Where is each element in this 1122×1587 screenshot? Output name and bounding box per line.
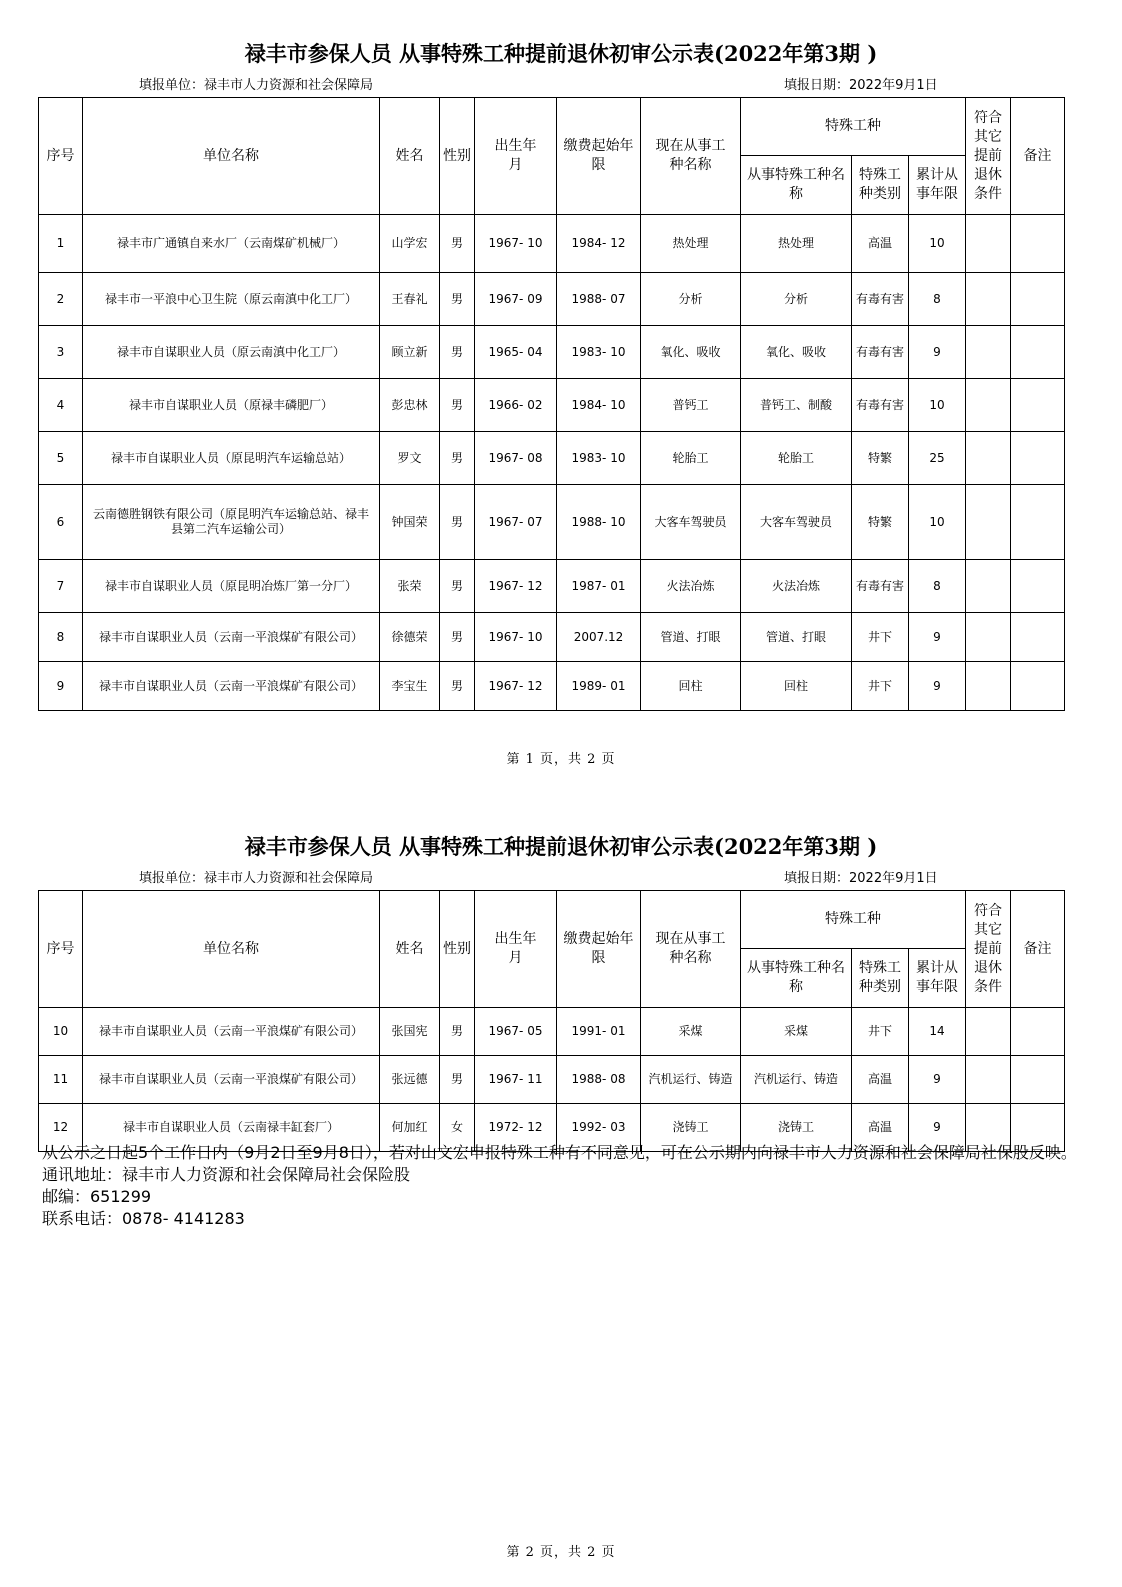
notice-block: [42, 1142, 1082, 1230]
cell-special-name: 大客车驾驶员: [741, 485, 852, 560]
header-other-conditions: 符合其它提前退休条件: [966, 891, 1011, 1008]
reporting-unit: 填报单位：禄丰市人力资源和社会保障局: [139, 78, 374, 93]
header-special-type: 特殊工种类别: [852, 156, 909, 215]
cell-birth: 1967- 12: [475, 560, 557, 613]
cell-years: 9: [909, 662, 966, 711]
cell-remark: [1011, 432, 1065, 485]
cell-seq: 12: [39, 1104, 83, 1152]
cell-unit-name: 禄丰市广通镇自来水厂（云南煤矿机械厂）: [83, 215, 380, 273]
header-birth: 出生年月: [475, 98, 557, 215]
cell-gender: 男: [440, 613, 475, 662]
cell-seq: 2: [39, 273, 83, 326]
cell-birth: 1967- 08: [475, 432, 557, 485]
header-special-name: 从事特殊工种名称: [741, 949, 852, 1008]
cell-name: 彭忠林: [380, 379, 440, 432]
cell-gender: 男: [440, 1056, 475, 1104]
cell-birth: 1967- 07: [475, 485, 557, 560]
header-years: 累计从事年限: [909, 949, 966, 1008]
cell-seq: 6: [39, 485, 83, 560]
cell-years: 10: [909, 379, 966, 432]
cell-name: 钟国荣: [380, 485, 440, 560]
table-row: [39, 1056, 1065, 1104]
cell-special-type: 井下: [852, 662, 909, 711]
cell-years: 25: [909, 432, 966, 485]
notice-text: 从公示之日起5个工作日内（9月2日至9月8日），若对山文宏申报特殊工种有不同意见，可在公示期内向禄丰市人力资源和社会保障局社保股反映。: [42, 1143, 1077, 1162]
header-current-job: 现在从事工种名称: [641, 891, 741, 1008]
cell-current-job: 回柱: [641, 662, 741, 711]
reporting-date: 填报日期：2022年9月1日: [784, 871, 938, 886]
cell-years: 8: [909, 560, 966, 613]
table-row: [39, 379, 1065, 432]
cell-birth: 1967- 05: [475, 1008, 557, 1056]
cell-remark: [1011, 1056, 1065, 1104]
cell-special-name: 汽机运行、铸造: [741, 1056, 852, 1104]
cell-remark: [1011, 326, 1065, 379]
header-unit-name: 单位名称: [83, 891, 380, 1008]
page-title: 禄丰市参保人员 从事特殊工种提前退休初审公示表(2022年第3期 ): [244, 834, 878, 859]
cell-special-type: 有毒有害: [852, 379, 909, 432]
cell-gender: 男: [440, 1008, 475, 1056]
header-other-conditions: 符合其它提前退休条件: [966, 98, 1011, 215]
cell-special-name: 轮胎工: [741, 432, 852, 485]
cell-years: 9: [909, 1056, 966, 1104]
cell-seq: 3: [39, 326, 83, 379]
cell-special-name: 热处理: [741, 215, 852, 273]
cell-birth: 1967- 09: [475, 273, 557, 326]
cell-gender: 女: [440, 1104, 475, 1152]
cell-years: 10: [909, 485, 966, 560]
cell-birth: 1967- 10: [475, 215, 557, 273]
cell-other-conditions: [966, 485, 1011, 560]
cell-birth: 1965- 04: [475, 326, 557, 379]
cell-current-job: 氧化、吸收: [641, 326, 741, 379]
roster-table: [38, 97, 1065, 711]
cell-birth: 1967- 10: [475, 613, 557, 662]
cell-special-name: 普钙工、制酸: [741, 379, 852, 432]
cell-pay-start: 1984- 10: [557, 379, 641, 432]
cell-other-conditions: [966, 560, 1011, 613]
cell-pay-start: 2007.12: [557, 613, 641, 662]
header-row: [39, 891, 1065, 949]
header-special: 特殊工种: [741, 98, 966, 156]
table-row: [39, 432, 1065, 485]
table-row: [39, 1008, 1065, 1056]
page-footer: 第 2 页，共 2 页: [506, 1545, 616, 1560]
cell-remark: [1011, 273, 1065, 326]
cell-special-type: 高温: [852, 1056, 909, 1104]
cell-pay-start: 1987- 01: [557, 560, 641, 613]
cell-special-name: 氧化、吸收: [741, 326, 852, 379]
cell-gender: 男: [440, 560, 475, 613]
cell-current-job: 火法冶炼: [641, 560, 741, 613]
cell-unit-name: 禄丰市自谋职业人员（原禄丰磷肥厂）: [83, 379, 380, 432]
cell-name: 罗文: [380, 432, 440, 485]
cell-pay-start: 1989- 01: [557, 662, 641, 711]
cell-unit-name: 禄丰市自谋职业人员（云南一平浪煤矿有限公司）: [83, 613, 380, 662]
cell-seq: 5: [39, 432, 83, 485]
cell-special-name: 回柱: [741, 662, 852, 711]
cell-current-job: 大客车驾驶员: [641, 485, 741, 560]
header-birth: 出生年月: [475, 891, 557, 1008]
header-row: [39, 98, 1065, 156]
reporting-unit: 填报单位：禄丰市人力资源和社会保障局: [139, 871, 374, 886]
cell-seq: 9: [39, 662, 83, 711]
cell-name: 顾立新: [380, 326, 440, 379]
cell-years: 9: [909, 613, 966, 662]
cell-seq: 11: [39, 1056, 83, 1104]
cell-pay-start: 1988- 08: [557, 1056, 641, 1104]
header-unit-name: 单位名称: [83, 98, 380, 215]
cell-years: 8: [909, 273, 966, 326]
cell-birth: 1966- 02: [475, 379, 557, 432]
header-seq: 序号: [39, 98, 83, 215]
cell-unit-name: 禄丰市自谋职业人员（云南一平浪煤矿有限公司）: [83, 1056, 380, 1104]
cell-special-type: 井下: [852, 613, 909, 662]
table-row: [39, 560, 1065, 613]
cell-special-type: 有毒有害: [852, 560, 909, 613]
postal-code: 邮编：651299: [42, 1187, 152, 1206]
cell-other-conditions: [966, 273, 1011, 326]
cell-special-type: 高温: [852, 1104, 909, 1152]
table-row: [39, 326, 1065, 379]
page-footer: 第 1 页，共 2 页: [506, 752, 616, 767]
table-row: [39, 662, 1065, 711]
roster-table: [38, 890, 1065, 1152]
cell-remark: [1011, 560, 1065, 613]
cell-name: 王春礼: [380, 273, 440, 326]
cell-unit-name: 禄丰市自谋职业人员（原昆明汽车运输总站）: [83, 432, 380, 485]
cell-remark: [1011, 1008, 1065, 1056]
cell-pay-start: 1991- 01: [557, 1008, 641, 1056]
cell-unit-name: 禄丰市自谋职业人员（云南一平浪煤矿有限公司）: [83, 662, 380, 711]
cell-special-name: 浇铸工: [741, 1104, 852, 1152]
cell-other-conditions: [966, 1056, 1011, 1104]
cell-seq: 1: [39, 215, 83, 273]
header-special: 特殊工种: [741, 891, 966, 949]
cell-years: 9: [909, 1104, 966, 1152]
cell-pay-start: 1988- 07: [557, 273, 641, 326]
cell-special-name: 管道、打眼: [741, 613, 852, 662]
cell-name: 何加红: [380, 1104, 440, 1152]
cell-current-job: 浇铸工: [641, 1104, 741, 1152]
cell-current-job: 轮胎工: [641, 432, 741, 485]
cell-remark: [1011, 485, 1065, 560]
cell-pay-start: 1988- 10: [557, 485, 641, 560]
cell-current-job: 热处理: [641, 215, 741, 273]
cell-current-job: 汽机运行、铸造: [641, 1056, 741, 1104]
table-row: [39, 485, 1065, 560]
header-special-name: 从事特殊工种名称: [741, 156, 852, 215]
cell-name: 李宝生: [380, 662, 440, 711]
cell-years: 14: [909, 1008, 966, 1056]
header-remark: 备注: [1011, 98, 1065, 215]
cell-special-type: 特繁: [852, 485, 909, 560]
table-row: [39, 613, 1065, 662]
cell-current-job: 管道、打眼: [641, 613, 741, 662]
cell-gender: 男: [440, 215, 475, 273]
cell-name: 张远德: [380, 1056, 440, 1104]
cell-birth: 1967- 12: [475, 662, 557, 711]
cell-name: 张荣: [380, 560, 440, 613]
cell-special-type: 井下: [852, 1008, 909, 1056]
cell-current-job: 分析: [641, 273, 741, 326]
cell-current-job: 采煤: [641, 1008, 741, 1056]
cell-special-name: 分析: [741, 273, 852, 326]
cell-seq: 4: [39, 379, 83, 432]
header-gender: 性别: [440, 891, 475, 1008]
cell-remark: [1011, 613, 1065, 662]
cell-unit-name: 禄丰市自谋职业人员（原昆明冶炼厂第一分厂）: [83, 560, 380, 613]
cell-special-type: 高温: [852, 215, 909, 273]
cell-birth: 1967- 11: [475, 1056, 557, 1104]
cell-seq: 8: [39, 613, 83, 662]
cell-years: 10: [909, 215, 966, 273]
cell-seq: 7: [39, 560, 83, 613]
cell-gender: 男: [440, 379, 475, 432]
header-pay-start: 缴费起始年限: [557, 98, 641, 215]
table-row: [39, 215, 1065, 273]
header-name: 姓名: [380, 98, 440, 215]
table-body: [39, 215, 1065, 711]
cell-pay-start: 1983- 10: [557, 432, 641, 485]
cell-other-conditions: [966, 662, 1011, 711]
cell-seq: 10: [39, 1008, 83, 1056]
cell-other-conditions: [966, 613, 1011, 662]
cell-other-conditions: [966, 215, 1011, 273]
cell-gender: 男: [440, 662, 475, 711]
table-body: [39, 1008, 1065, 1152]
cell-pay-start: 1984- 12: [557, 215, 641, 273]
cell-unit-name: 禄丰市自谋职业人员（云南一平浪煤矿有限公司）: [83, 1008, 380, 1056]
header-remark: 备注: [1011, 891, 1065, 1008]
cell-remark: [1011, 215, 1065, 273]
cell-unit-name: 禄丰市自谋职业人员（原云南滇中化工厂）: [83, 326, 380, 379]
cell-name: 张国宪: [380, 1008, 440, 1056]
header-years: 累计从事年限: [909, 156, 966, 215]
header-special-type: 特殊工种类别: [852, 949, 909, 1008]
cell-unit-name: 云南德胜钢铁有限公司（原昆明汽车运输总站、禄丰县第二汽车运输公司）: [83, 485, 380, 560]
cell-other-conditions: [966, 432, 1011, 485]
cell-remark: [1011, 379, 1065, 432]
table-row: [39, 273, 1065, 326]
cell-birth: 1972- 12: [475, 1104, 557, 1152]
cell-special-type: 特繁: [852, 432, 909, 485]
cell-pay-start: 1992- 03: [557, 1104, 641, 1152]
cell-gender: 男: [440, 432, 475, 485]
cell-other-conditions: [966, 1008, 1011, 1056]
cell-special-name: 采煤: [741, 1008, 852, 1056]
cell-name: 徐德荣: [380, 613, 440, 662]
cell-gender: 男: [440, 485, 475, 560]
cell-special-name: 火法冶炼: [741, 560, 852, 613]
page-title: 禄丰市参保人员 从事特殊工种提前退休初审公示表(2022年第3期 ): [244, 41, 878, 66]
header-seq: 序号: [39, 891, 83, 1008]
header-current-job: 现在从事工种名称: [641, 98, 741, 215]
reporting-date: 填报日期：2022年9月1日: [784, 78, 938, 93]
cell-unit-name: 禄丰市一平浪中心卫生院（原云南滇中化工厂）: [83, 273, 380, 326]
header-name: 姓名: [380, 891, 440, 1008]
cell-remark: [1011, 662, 1065, 711]
cell-years: 9: [909, 326, 966, 379]
cell-other-conditions: [966, 326, 1011, 379]
header-pay-start: 缴费起始年限: [557, 891, 641, 1008]
cell-pay-start: 1983- 10: [557, 326, 641, 379]
contact-phone: 联系电话：0878- 4141283: [42, 1209, 245, 1228]
cell-gender: 男: [440, 326, 475, 379]
cell-name: 山学宏: [380, 215, 440, 273]
cell-other-conditions: [966, 379, 1011, 432]
cell-special-type: 有毒有害: [852, 326, 909, 379]
cell-current-job: 普钙工: [641, 379, 741, 432]
cell-gender: 男: [440, 273, 475, 326]
header-gender: 性别: [440, 98, 475, 215]
cell-special-type: 有毒有害: [852, 273, 909, 326]
cell-unit-name: 禄丰市自谋职业人员（云南禄丰缸套厂）: [83, 1104, 380, 1152]
contact-address: 通讯地址：禄丰市人力资源和社会保障局社会保险股: [42, 1165, 411, 1184]
